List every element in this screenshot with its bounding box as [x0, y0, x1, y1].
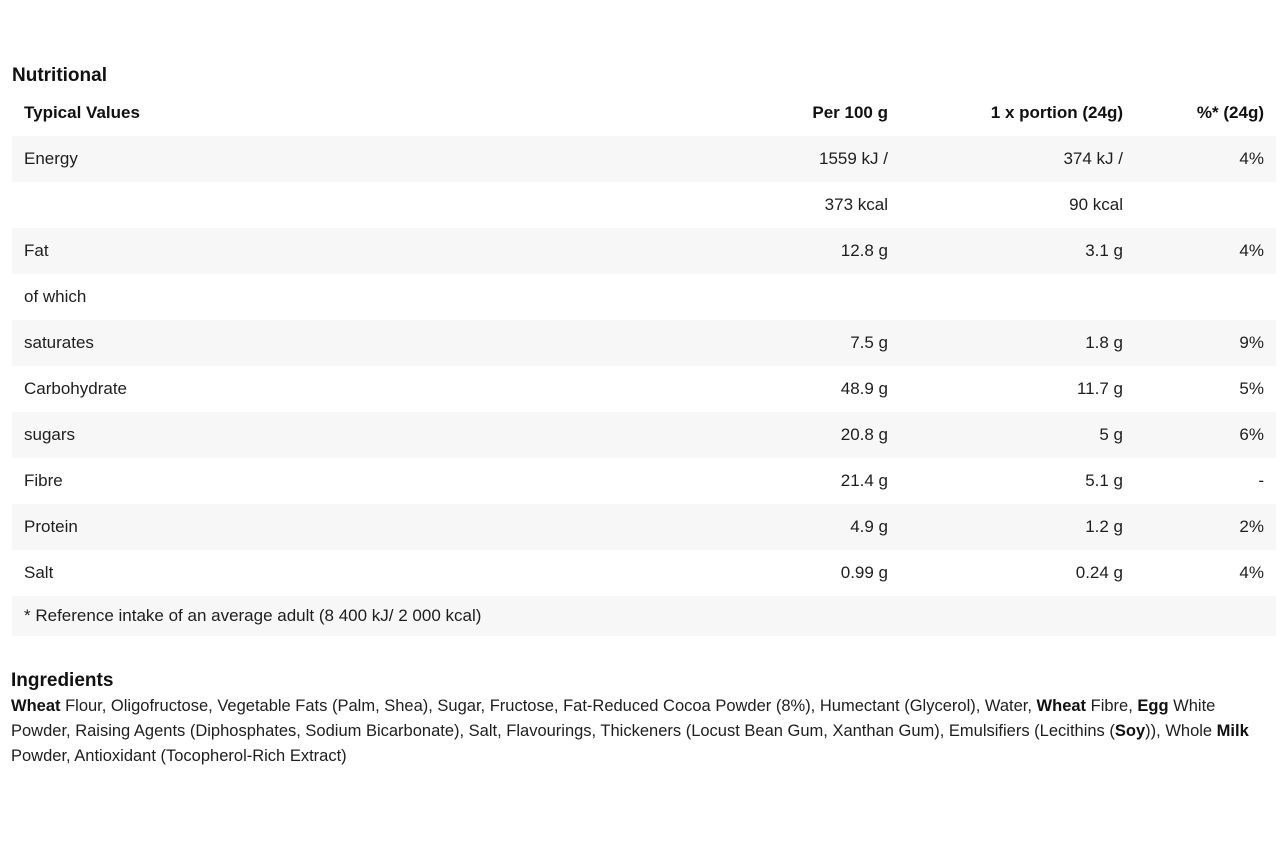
per-100g-cell: 21.4 g — [545, 458, 900, 504]
header-reference-intake: %* (24g) — [1196, 103, 1264, 122]
allergen-highlight: Egg — [1137, 697, 1169, 715]
portion-cell: 11.7 g — [900, 366, 1135, 412]
allergen-highlight: Wheat — [1036, 697, 1087, 715]
table-row — [12, 458, 1276, 504]
portion-cell: 0.24 g — [900, 550, 1135, 596]
portion-cell: 90 kcal — [900, 182, 1135, 228]
per-100g-cell: 20.8 g — [545, 412, 900, 458]
per-100g-cell: 373 kcal — [545, 182, 900, 228]
table-row — [12, 366, 1276, 412]
nutrient-name-cell: Protein — [12, 504, 545, 550]
ingredient-text: White Powder, Raising Agents (Diphosphates, Sodium Bicarbonate), Salt, Flavourings, Thickeners (Locust Bean Gum, Xanthan Gum), Emulsifiers (Lecithins ( — [11, 697, 1216, 740]
ingredient-text: )), Whole — [1145, 722, 1217, 740]
portion-cell: 1.2 g — [900, 504, 1135, 550]
table-row — [12, 550, 1276, 596]
reference-intake-cell — [1135, 274, 1276, 320]
nutrient-name-cell: sugars — [12, 412, 545, 458]
per-100g-cell: 1559 kJ / — [545, 136, 900, 182]
nutrient-name-cell — [12, 182, 545, 228]
per-100g-cell: 48.9 g — [545, 366, 900, 412]
per-100g-cell — [545, 274, 900, 320]
nutrient-name-cell: Salt — [12, 550, 545, 596]
ingredients-section — [11, 668, 1273, 769]
nutrient-name-cell: of which — [12, 274, 545, 320]
allergen-highlight: Wheat — [11, 697, 61, 715]
table-row — [12, 228, 1276, 274]
table-row — [12, 504, 1276, 550]
reference-intake-cell: 5% — [1135, 366, 1276, 412]
reference-intake-cell: 4% — [1135, 136, 1276, 182]
reference-intake-cell: - — [1135, 458, 1276, 504]
per-100g-cell: 4.9 g — [545, 504, 900, 550]
nutrition-table — [12, 90, 1276, 636]
nutrient-name-cell: saturates — [12, 320, 545, 366]
reference-intake-footnote: * Reference intake of an average adult (8 400 kJ/ 2 000 kcal) — [12, 596, 1276, 636]
nutrient-name-cell: Fibre — [12, 458, 545, 504]
ingredient-text: Fibre, — [1086, 697, 1138, 715]
footnote-row — [12, 596, 1276, 636]
header-portion: 1 x portion (24g) — [990, 103, 1123, 122]
ingredients-list — [11, 694, 1273, 769]
header-per-100g: Per 100 g — [812, 103, 888, 122]
portion-cell: 3.1 g — [900, 228, 1135, 274]
table-row — [12, 412, 1276, 458]
table-row — [12, 274, 1276, 320]
reference-intake-cell: 4% — [1135, 550, 1276, 596]
nutrient-name-cell: Fat — [12, 228, 545, 274]
ingredient-text: Flour, Oligofructose, Vegetable Fats (Palm, Shea), Sugar, Fructose, Fat-Reduced Cocoa Powder (8%), Humectant (Glycerol), Water, — [60, 697, 1037, 715]
ingredients-title: Ingredients — [11, 670, 114, 691]
table-row — [12, 136, 1276, 182]
portion-cell — [900, 274, 1135, 320]
portion-cell: 374 kJ / — [900, 136, 1135, 182]
ingredient-text: Powder, Antioxidant (Tocopherol-Rich Extract) — [11, 747, 347, 765]
portion-cell: 5 g — [900, 412, 1135, 458]
table-row — [12, 182, 1276, 228]
per-100g-cell: 7.5 g — [545, 320, 900, 366]
table-row — [12, 320, 1276, 366]
reference-intake-cell: 9% — [1135, 320, 1276, 366]
table-header-row — [12, 90, 1276, 136]
nutrition-table-body — [12, 136, 1276, 596]
nutritional-section — [12, 62, 1276, 636]
allergen-highlight: Milk — [1216, 722, 1249, 740]
reference-intake-cell: 4% — [1135, 228, 1276, 274]
reference-intake-cell: 2% — [1135, 504, 1276, 550]
portion-cell: 1.8 g — [900, 320, 1135, 366]
header-typical-values: Typical Values — [24, 103, 140, 122]
per-100g-cell: 0.99 g — [545, 550, 900, 596]
reference-intake-cell — [1135, 182, 1276, 228]
nutritional-title: Nutritional — [12, 65, 107, 86]
nutrient-name-cell: Energy — [12, 136, 545, 182]
portion-cell: 5.1 g — [900, 458, 1135, 504]
nutrient-name-cell: Carbohydrate — [12, 366, 545, 412]
per-100g-cell: 12.8 g — [545, 228, 900, 274]
allergen-highlight: Soy — [1114, 722, 1146, 740]
reference-intake-cell: 6% — [1135, 412, 1276, 458]
